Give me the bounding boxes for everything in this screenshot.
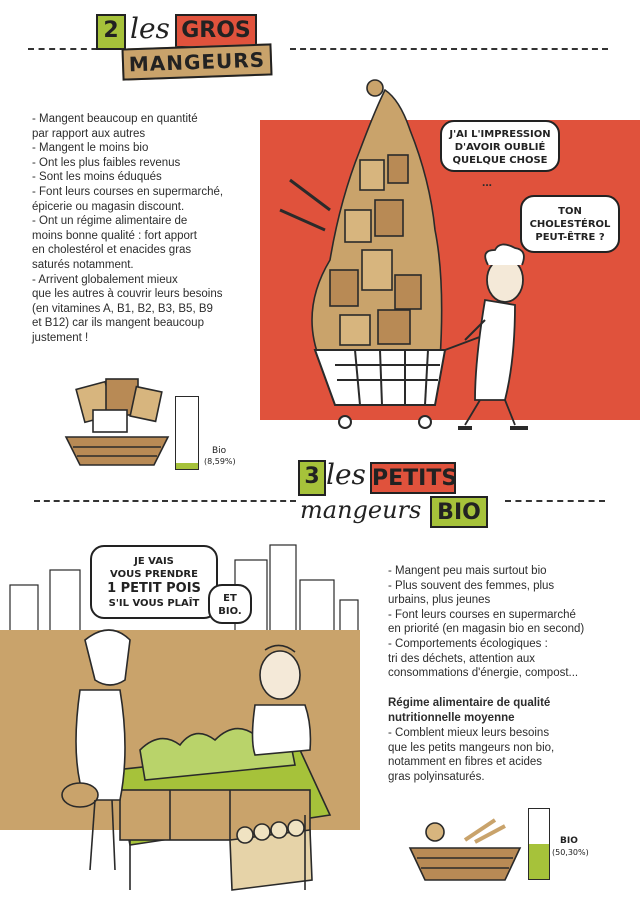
bio-gauge-fill <box>176 463 198 469</box>
bio-percentage: (8,59%) <box>204 457 236 466</box>
title-gros: GROS <box>175 14 257 48</box>
speech-bubble-forgot: J'AI L'IMPRESSION D'AVOIR OUBLIÉ QUELQUE CHOSE <box>440 120 560 172</box>
title-mangeurs: MANGEURS <box>121 43 272 80</box>
diet-quality-heading: Régime alimentaire de qualité nutritionnelle moyenne <box>388 697 551 724</box>
speech-bubble-et-bio: ET BIO. <box>208 584 252 624</box>
bio-gauge <box>175 396 199 470</box>
bio-label-3: BIO <box>560 836 578 846</box>
bio-label: Bio <box>212 446 227 456</box>
title-mangeurs-3: mangeurs <box>300 496 422 524</box>
section-les: les <box>130 12 170 45</box>
section-number-3: 3 <box>298 460 326 496</box>
bio-gauge-fill-3 <box>529 844 549 879</box>
diet-quality-description: - Comblent mieux leurs besoins que les petits mangeurs non bio, notamment en fibres et acides gras polyinsaturés. <box>388 727 555 783</box>
divider-right <box>290 48 608 50</box>
title-bio: BIO <box>430 496 488 528</box>
small-basket-illustration <box>405 810 525 890</box>
divider-right-3 <box>505 500 605 502</box>
basket-illustration <box>58 365 178 475</box>
petits-mangeurs-description: - Mangent peu mais surtout bio - Plus souvent des femmes, plus urbains, plus jeunes - Font leurs courses en supermarché en priorité (en magasin bio en second) - Comportements écologiques : tri des déchets, attention aux consommations d'énergie, compost... <box>388 565 585 680</box>
bubble-tail-dots: ... <box>482 175 493 189</box>
vegetable-stall-icon <box>115 729 330 890</box>
section-les-3: les <box>326 458 366 491</box>
section-number: 2 <box>96 14 126 50</box>
gros-mangeurs-description: - Mangent beaucoup en quantité par rapport aux autres - Mangent le moins bio - Ont les plus faibles revenus - Sont les moins éduqués - Font leurs courses en supermarché, épicerie ou magasin discount. - Ont un régime alimentaire de moins bonne qualité : fort apport en cholestérol et enacides gras saturés notamment. - Arrivent globalement mieux que les autres à couvrir leurs besoins (en vitamines A, B1, B2, B3, B5, B9 et B12) car ils mangent beaucoup justement ! <box>32 113 224 344</box>
title-petits: PETITS <box>370 462 456 494</box>
speech-bubble-petit-pois: JE VAIS VOUS PRENDRE 1 PETIT POIS S'IL VOUS PLAÎT <box>90 545 218 619</box>
speech-bubble-cholesterol: TON CHOLESTÉROL PEUT-ÊTRE ? <box>520 195 620 253</box>
divider-left-3 <box>34 500 296 502</box>
bio-gauge-3 <box>528 808 550 880</box>
bio-percentage-3: (50,30%) <box>552 848 589 857</box>
